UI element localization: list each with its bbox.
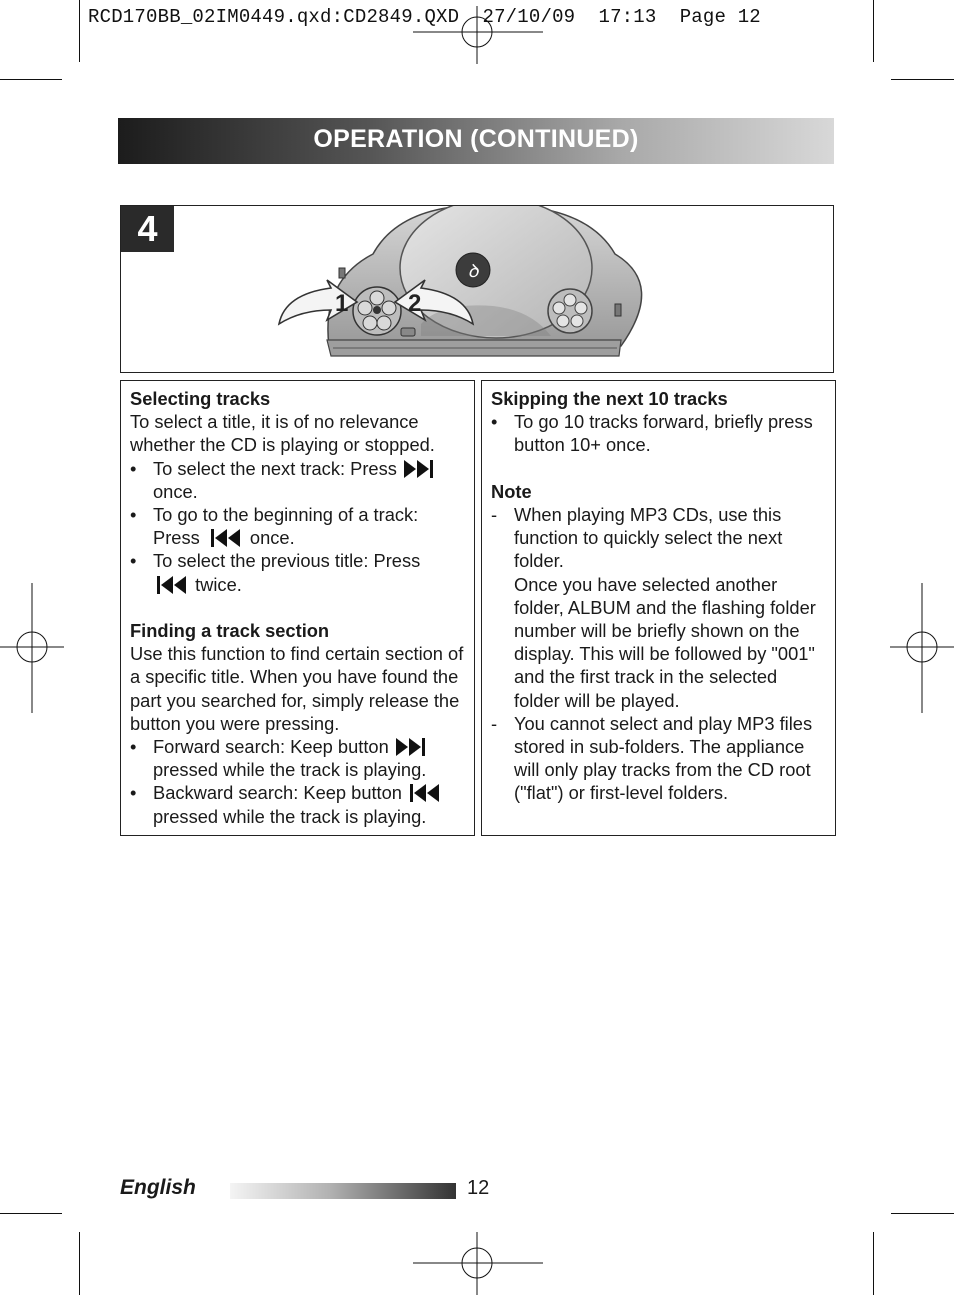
list-item-text: To go to the beginning of a track: Press	[153, 504, 419, 549]
dash-marker: -	[491, 712, 498, 734]
crop-mark	[891, 1213, 954, 1214]
crop-mark	[873, 1232, 874, 1295]
previous-track-icon	[155, 575, 187, 595]
list-item-text: once.	[153, 480, 198, 502]
callout-2: 2	[408, 290, 422, 317]
list-item-text: once.	[249, 527, 295, 549]
previous-track-icon	[408, 783, 440, 803]
dash-marker: -	[491, 504, 498, 525]
list-item-text: To select the previous title: Press	[153, 550, 421, 572]
list-item-text: When playing MP3 CDs, use this function to quickly select the next folder.	[514, 504, 783, 572]
device-illustration	[120, 205, 834, 373]
list-item	[491, 410, 827, 456]
section-banner	[118, 118, 834, 164]
cd-player-drawing	[121, 206, 833, 372]
footer-gradient-bar	[230, 1183, 456, 1199]
list-item-text: pressed while the track is playing.	[153, 759, 427, 781]
list-item-text: pressed while the track is playing.	[153, 805, 427, 827]
heading-skipping-10-tracks: Skipping the next 10 tracks	[491, 388, 728, 409]
bullet-marker: •	[130, 550, 137, 572]
section-title: OPERATION (CONTINUED)	[313, 125, 639, 153]
list-item-text: You cannot select and play MP3 files stored in sub-folders. The appliance will only play tracks from the CD root ("flat") or first-level folders.	[514, 712, 813, 804]
list-item	[491, 712, 827, 805]
list-item	[130, 457, 466, 503]
crop-mark	[0, 1213, 62, 1214]
list-item	[130, 503, 466, 549]
print-slug: RCD170BB_02IM0449.qxd:CD2849.QXD 27/10/09 17:13 Page 12	[88, 6, 761, 28]
paragraph: To select a title, it is of no relevance whether the CD is playing or stopped.	[130, 411, 435, 456]
bullet-marker: •	[130, 457, 137, 479]
heading-selecting-tracks: Selecting tracks	[130, 388, 271, 409]
list-item-text: Backward search: Keep button	[153, 782, 402, 804]
svg-text:ꝺ: ꝺ	[467, 261, 479, 282]
registration-mark	[0, 583, 64, 713]
crop-mark	[79, 1232, 80, 1295]
crop-mark	[873, 0, 874, 62]
next-track-icon	[395, 737, 427, 757]
step-number-badge: 4	[121, 206, 174, 252]
registration-mark	[890, 583, 954, 713]
list-item-text: To select the next track: Press	[153, 457, 397, 479]
heading-finding-track-section: Finding a track section	[130, 620, 330, 642]
callout-1: 1	[335, 290, 349, 317]
right-text-panel	[481, 380, 836, 836]
registration-mark	[413, 1232, 543, 1295]
list-item	[130, 735, 466, 781]
list-item-text: To go 10 tracks forward, briefly press button 10+ once.	[514, 411, 813, 456]
bullet-marker: •	[491, 411, 498, 433]
crop-mark	[0, 79, 62, 80]
paragraph: Use this function to find certain section of a specific title. When you have found the part you searched for, simply release the button you were pressing.	[130, 643, 464, 734]
list-item-text: Forward search: Keep button	[153, 736, 389, 758]
heading-note: Note	[491, 480, 532, 502]
list-item	[130, 781, 466, 827]
footer-language: English	[120, 1176, 196, 1199]
crop-mark	[891, 79, 954, 80]
list-item	[130, 549, 466, 595]
crop-mark	[79, 0, 80, 62]
previous-track-icon	[209, 528, 241, 548]
left-text-panel	[120, 380, 475, 836]
list-item-text: Once you have selected another folder, ALBUM and the flashing folder number will be briefly shown on the display. This will be followed by "001" and the first track in the selected folder will be played.	[514, 573, 816, 711]
page-number: 12	[467, 1177, 490, 1199]
list-item-text: twice.	[195, 573, 242, 595]
list-item	[491, 503, 827, 712]
bullet-marker: •	[130, 736, 137, 758]
next-track-icon	[403, 459, 435, 479]
registration-mark	[413, 6, 543, 64]
bullet-marker: •	[130, 504, 137, 526]
bullet-marker: •	[130, 782, 137, 804]
